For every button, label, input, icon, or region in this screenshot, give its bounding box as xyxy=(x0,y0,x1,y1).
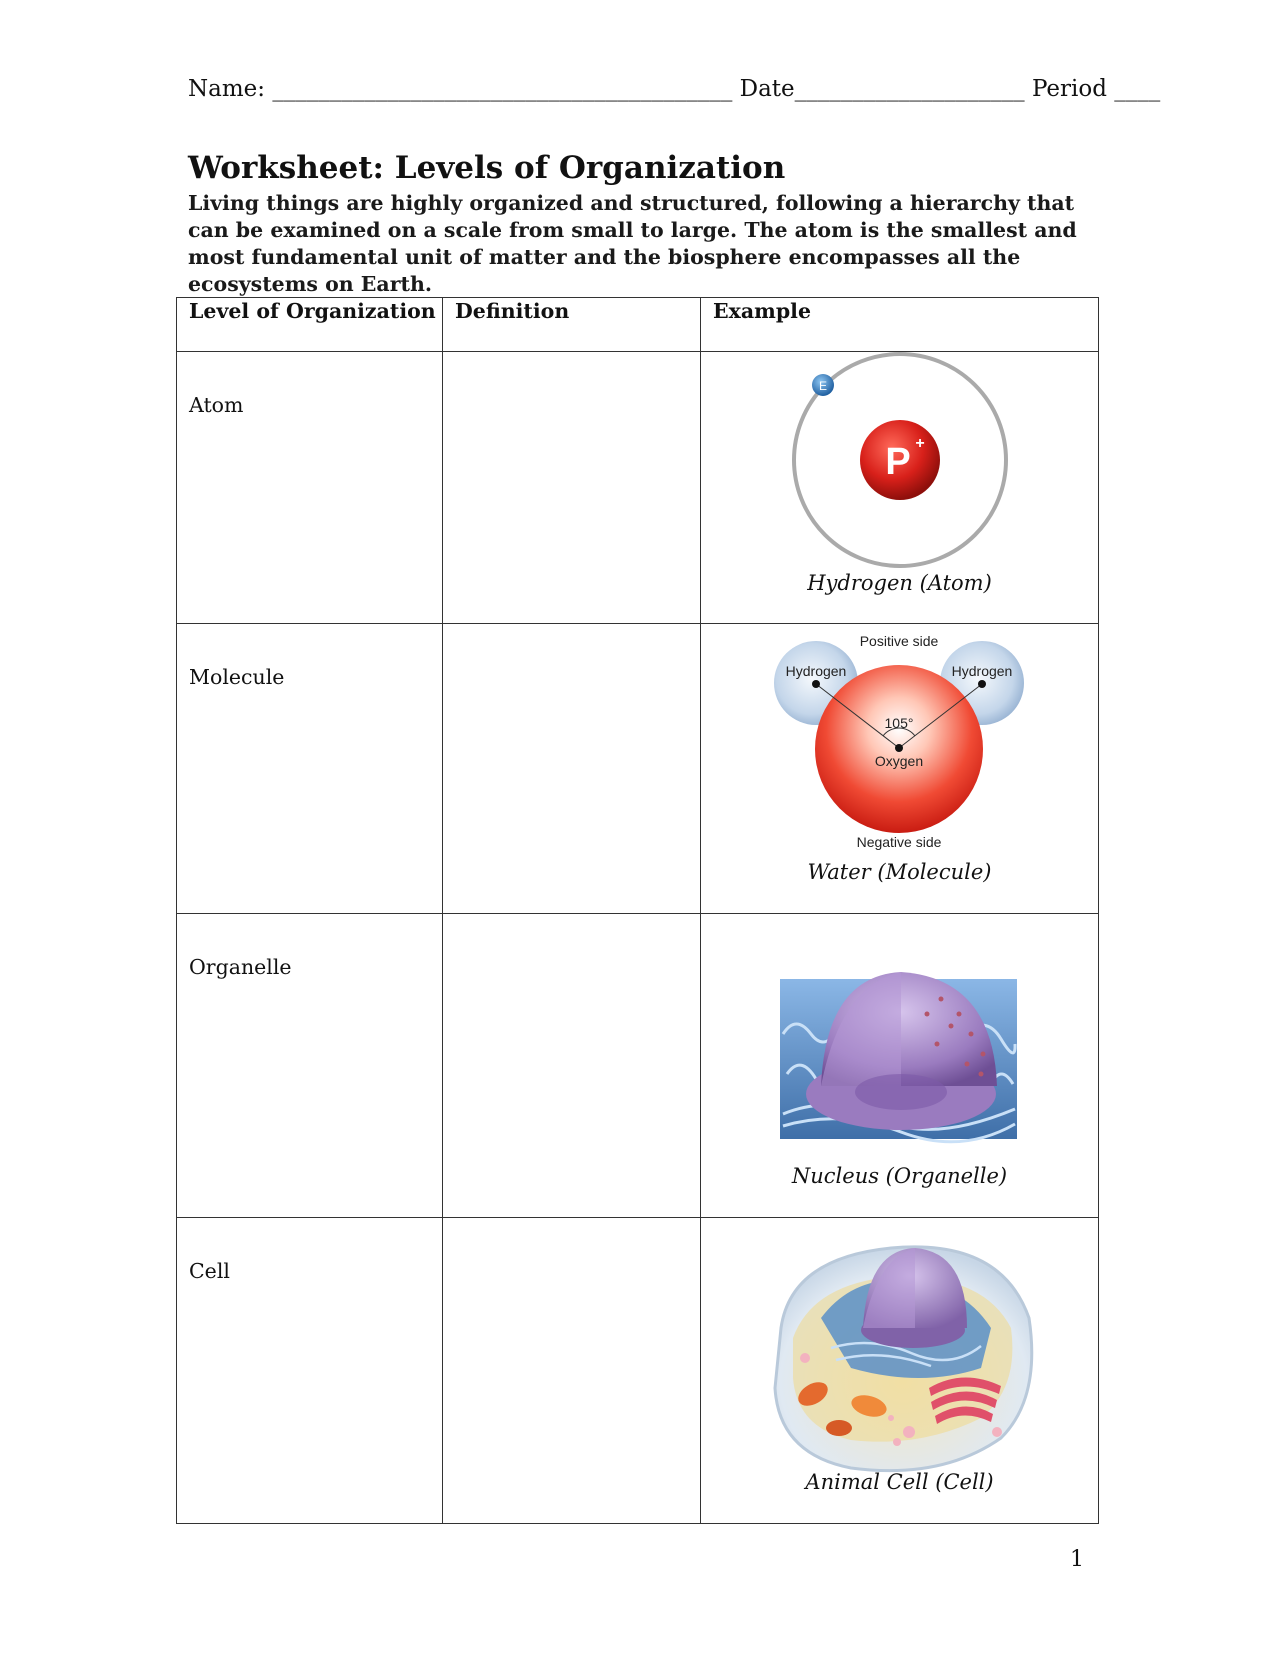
level-name: Molecule xyxy=(189,665,285,689)
level-name: Cell xyxy=(189,1259,230,1283)
header-example: Example xyxy=(701,298,1099,352)
name-field[interactable]: Name: ________________________________________ xyxy=(188,76,733,102)
example-caption: Nucleus (Organelle) xyxy=(791,1164,1008,1188)
header-level: Level of Organization xyxy=(177,298,443,352)
intro-paragraph: Living things are highly organized and structured, following a hierarchy that can be examined on a scale from small to large. The atom is the smallest and most fundamental unit of matter and the biosphere encompasses all the ecosystems on Earth. xyxy=(188,191,1077,296)
table-row xyxy=(177,1218,1099,1524)
nucleolus xyxy=(855,1074,947,1110)
angle-label: 105° xyxy=(884,715,914,731)
table-row xyxy=(177,914,1099,1218)
negative-side-label: Negative side xyxy=(856,834,942,850)
worksheet-title: Worksheet: Levels of Organization xyxy=(188,150,786,186)
definition-cell[interactable] xyxy=(443,352,701,624)
period-field[interactable]: Period ____ xyxy=(1031,76,1161,102)
table-row xyxy=(177,624,1099,914)
example-cell xyxy=(701,352,1099,624)
oxygen-label: Oxygen xyxy=(874,753,924,769)
header-line xyxy=(188,76,1161,102)
definition-cell[interactable] xyxy=(443,624,701,914)
example-caption: Animal Cell (Cell) xyxy=(805,1470,994,1494)
example-cell xyxy=(701,914,1099,1218)
hydrogen-right-label: Hydrogen xyxy=(951,663,1013,679)
positive-side-label: Positive side xyxy=(859,633,939,649)
page-number: 1 xyxy=(1070,1547,1084,1572)
hydrogen-right-dot xyxy=(978,680,986,688)
table-header-row xyxy=(177,298,1099,352)
date-field[interactable]: Date____________________ xyxy=(739,76,1025,102)
example-cell xyxy=(701,1218,1099,1524)
level-cell xyxy=(177,352,443,624)
definition-cell[interactable] xyxy=(443,914,701,1218)
oxygen-dot xyxy=(895,744,903,752)
level-cell xyxy=(177,624,443,914)
example-caption: Water (Molecule) xyxy=(807,860,992,884)
table-row xyxy=(177,352,1099,624)
level-cell xyxy=(177,1218,443,1524)
level-name: Organelle xyxy=(189,955,292,979)
levels-table xyxy=(176,297,1099,1524)
example-cell xyxy=(701,624,1099,914)
level-name: Atom xyxy=(189,393,244,417)
example-caption: Hydrogen (Atom) xyxy=(807,571,992,595)
level-cell xyxy=(177,914,443,1218)
electron-label: E xyxy=(818,379,828,393)
proton-label: P xyxy=(885,441,911,483)
definition-cell[interactable] xyxy=(443,1218,701,1524)
proton-charge: + xyxy=(915,435,925,452)
hydrogen-left-label: Hydrogen xyxy=(785,663,847,679)
header-definition: Definition xyxy=(443,298,701,352)
hydrogen-left-dot xyxy=(812,680,820,688)
